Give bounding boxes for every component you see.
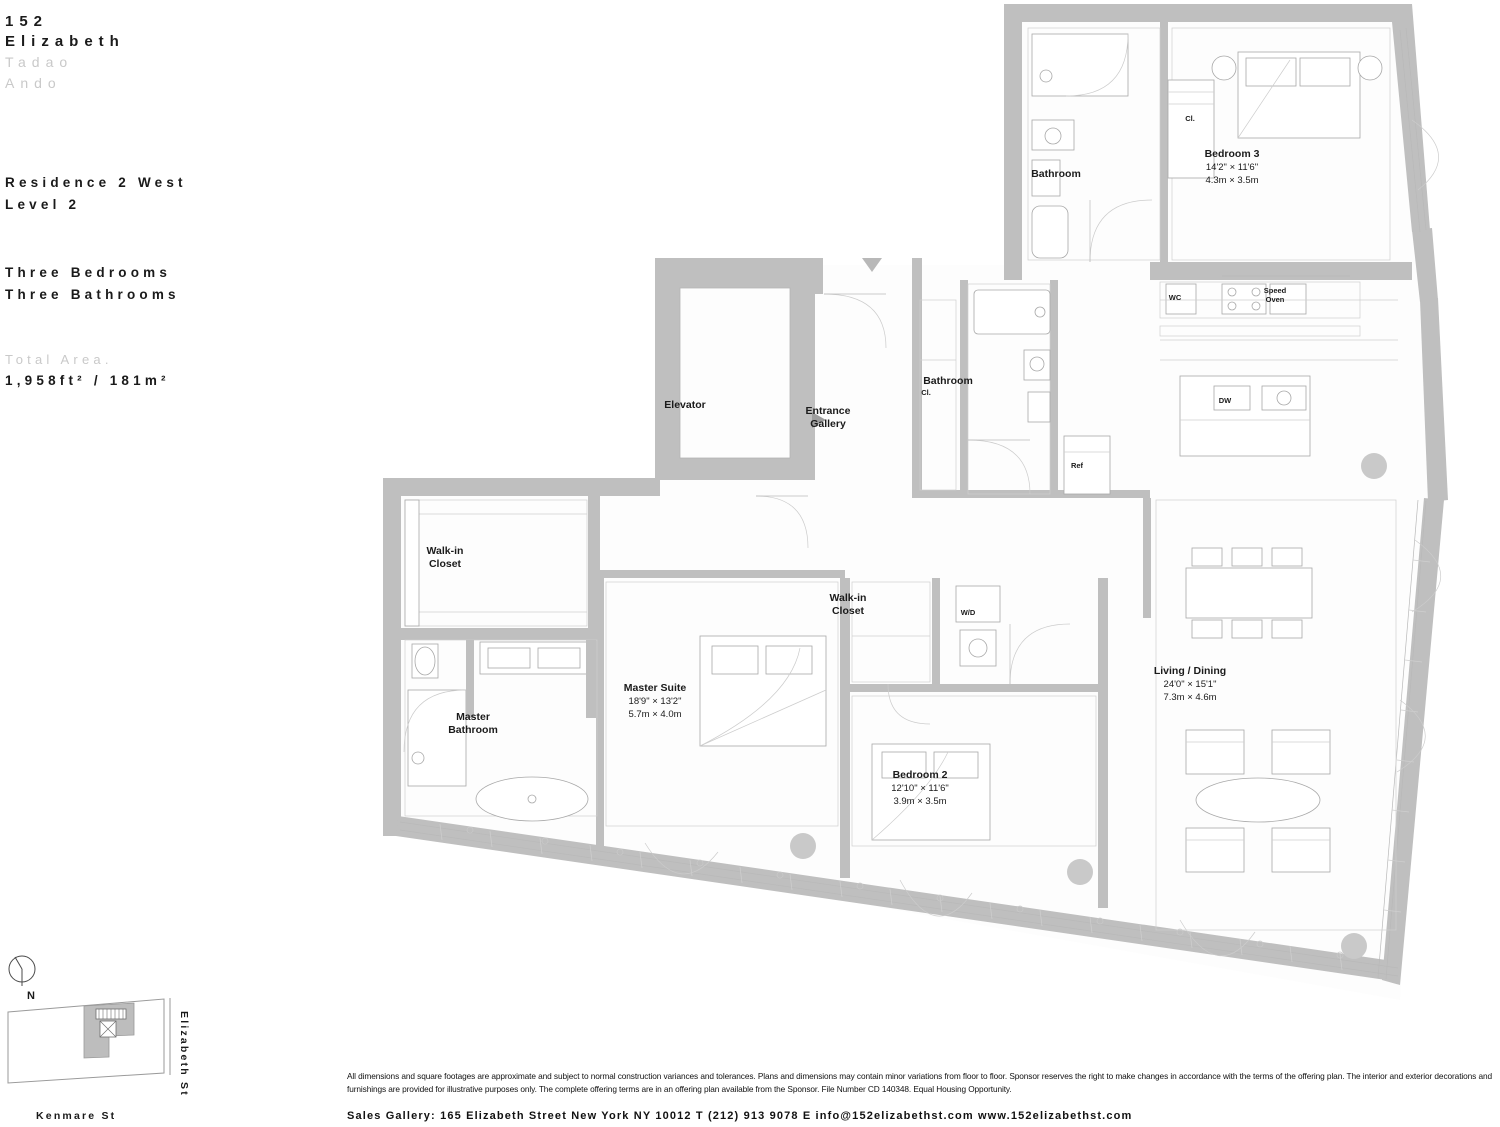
room-label: [1120, 665, 1260, 704]
room-name: Elevator: [664, 399, 706, 411]
total-area-value: 1,958ft² / 181m²: [5, 373, 170, 388]
room-name: Bedroom 3: [1204, 148, 1260, 160]
room-label: [418, 711, 528, 737]
room-dimensions-metric: 7.3m × 4.6m: [1163, 692, 1217, 703]
bedroom-count: Three Bedrooms: [5, 265, 172, 280]
room-name: Master Suite: [623, 682, 687, 694]
room-dimensions-imperial: 14'2" × 11'6": [1205, 162, 1259, 173]
room-name: Bathroom: [923, 375, 973, 387]
room-label: [630, 399, 740, 412]
room-label: [390, 545, 500, 571]
sales-gallery-contact: Sales Gallery: 165 Elizabeth Street New York NY 10012 T (212) 913 9078 E info@152elizabethst.com www.152elizabethst.com: [347, 1110, 1133, 1122]
appliance-label: W/D: [960, 608, 976, 617]
architect-line-1: Tadao: [5, 54, 74, 70]
room-name: Bedroom 2: [892, 769, 948, 781]
room-dimensions-imperial: 24'0" × 15'1": [1163, 679, 1217, 690]
building-name-line-2: Elizabeth: [5, 33, 125, 50]
north-label: N: [27, 990, 36, 1002]
room-dimensions-imperial: 18'9" × 13'2": [628, 696, 682, 707]
disclaimer-text: All dimensions and square footages are approximate and subject to normal construction variances and tolerances. Plans and dimensions may contain minor variations from floor to floor. Sponsor reserves the right to make changes in accordance with the terms of the offering plan. The interior and exterior decorations and furnishings are provided for illustrative purposes only. The complete offering terms are in an offering plan available from the Sponsor. File Number CD 140348. Equal Housing Opportunity.: [347, 1071, 1492, 1094]
bathroom-count: Three Bathrooms: [5, 287, 180, 302]
architect-line-2: Ando: [5, 75, 62, 91]
room-label: [850, 769, 990, 808]
room-label: [778, 405, 878, 431]
room-name: Walk-in Closet: [829, 592, 867, 617]
room-label: [1001, 168, 1111, 181]
residence-name: Residence 2 West: [5, 175, 187, 190]
appliance-label: Ref: [1070, 461, 1084, 470]
keyplan-street-elizabeth: Elizabeth St: [178, 1011, 190, 1097]
appliance-label: DW: [1218, 396, 1232, 405]
keyplan-street-kenmare: Kenmare St: [36, 1110, 117, 1122]
appliance-label: Cl.: [1185, 114, 1195, 123]
room-label: [1162, 148, 1302, 187]
appliance-label: WC: [1168, 293, 1182, 302]
total-area-label: Total Area.: [5, 352, 113, 367]
room-label: [585, 682, 725, 721]
room-dimensions-metric: 5.7m × 4.0m: [628, 709, 682, 720]
building-name-line-1: 152: [5, 13, 49, 30]
appliance-label: Cl.: [921, 388, 931, 397]
room-name: Bathroom: [1031, 168, 1081, 180]
room-dimensions-imperial: 12'10" × 11'6": [891, 783, 949, 794]
room-label: [793, 592, 903, 618]
room-name: Walk-in Closet: [426, 545, 464, 570]
room-name: Living / Dining: [1153, 665, 1227, 677]
appliance-label: Speed Oven: [1263, 286, 1287, 304]
residence-level: Level 2: [5, 197, 81, 212]
room-dimensions-metric: 3.9m × 3.5m: [893, 796, 947, 807]
room-name: Master Bathroom: [448, 711, 498, 736]
room-label: [893, 375, 1003, 388]
room-dimensions-metric: 4.3m × 3.5m: [1205, 175, 1259, 186]
room-name: Entrance Gallery: [805, 405, 851, 430]
